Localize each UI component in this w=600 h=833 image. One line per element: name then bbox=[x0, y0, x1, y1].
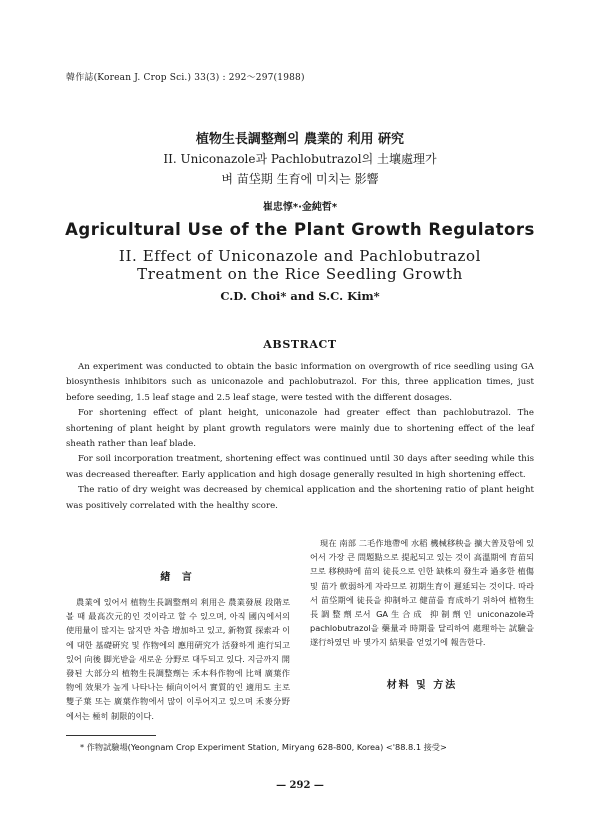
abstract-paragraph: For soil incorporation treatment, shortening effect was continued until 30 days after seeding while this was decreased thereafter. Early application and high dosage generally resulted in high shortening effect. bbox=[66, 454, 534, 480]
right-column-paragraph: 現在 南部 二毛作地帶에 水稻 機械移秧을 擴大普及함에 있어서 가장 큰 問題點으로 提起되고 있는 것이 高溫期에 育苗되므로 移秧時에 苗의 徒長으로 인한 缺株의 發生과 過多한 植傷 및 苗가 軟弱하게 자라므로 初期生育이 遲延되는 것이다. 따라서 苗垈期에 徒長을 抑制하고 健苗를 育成하기 위하여 植物生長調整劑로서 GA生合成 抑制劑인 uniconazole과 pachlobutrazol을 藥量과 時期를 달리하여 處理하는 試驗을 遂行하였던 바 몇가지 結果를 얻었기에 報告한다. bbox=[310, 538, 534, 648]
abstract-body bbox=[66, 360, 534, 514]
introduction-body bbox=[66, 595, 290, 723]
abstract-paragraph: The ratio of dry weight was decreased by chemical application and the shortening ratio of plant height was positively correlated with the healthy score. bbox=[66, 485, 534, 511]
introduction-paragraph: 農業에 있어서 植物生長調整劑의 利用은 農業發展 段階로 볼 때 最高次元的인 것이라고 할 수 있으며, 아직 國內에서의 使用量이 많지는 않지만 차츰 增加하고 있고, 新物質 探索과 이에 대한 基礎硏究 및 作物에의 應用硏究가 活發하게 進行되고 있어 向後 脚光받을 새로운 分野로 대두되고 있다. 지금까지 開發된 大部分의 植物生長調整劑는 禾本科作物에 比해 廣葉作物에 效果가 높게 나타나는 傾向이어서 實質的인 適用도 主로 雙子葉 또는 廣葉作物에서 많이 이루어지고 있으며 禾麥分野에서는 極히 制限的이다. bbox=[66, 597, 290, 721]
english-subtitle-line-2: Treatment on the Rice Seedling Growth bbox=[137, 265, 463, 283]
korean-title-line-3: 벼 苗垈期 生育에 미치는 影響 bbox=[221, 172, 379, 186]
right-column bbox=[310, 536, 534, 691]
journal-citation: 韓作誌(Korean J. Crop Sci.) 33(3) : 292～297(1988) bbox=[66, 73, 305, 83]
introduction-heading: 緖 言 bbox=[160, 572, 196, 583]
english-subtitle-line-1: II. Effect of Uniconazole and Pachlobutrazol bbox=[118, 247, 482, 265]
english-authors: C.D. Choi* and S.C. Kim* bbox=[220, 289, 380, 303]
abstract-heading: ABSTRACT bbox=[263, 338, 337, 351]
abstract-paragraph: For shortening effect of plant height, uniconazole had greater effect than pachlobutrazol. The shortening of plant height by plant growth regulators were mainly due to shortening effect of the leaf sheath rather than leaf blade. bbox=[66, 408, 534, 450]
page-number: — 292 — bbox=[276, 780, 324, 791]
right-column-body bbox=[310, 536, 534, 650]
methods-heading: 材料 및 方法 bbox=[386, 679, 458, 691]
korean-title-line-1: 植物生長調整劑의 農業的 利用 硏究 bbox=[195, 132, 405, 147]
footnote-rule bbox=[66, 735, 156, 736]
korean-authors: 崔忠惇*·金純哲* bbox=[262, 202, 338, 213]
left-column bbox=[66, 568, 290, 723]
korean-title-line-2: II. Uniconazole과 Pachlobutrazol의 土壤處理가 bbox=[163, 152, 437, 166]
abstract-paragraph: An experiment was conducted to obtain the basic information on overgrowth of rice seedling using GA biosynthesis inhibitors such as uniconazole and pachlobutrazol. For this, three application times, just before seeding, 1.5 leaf stage and 2.5 leaf stage, were tested with the different dosages. bbox=[66, 362, 534, 403]
footnote: * 作物試驗場(Yeongnam Crop Experiment Station, Miryang 628-800, Korea) <'88.8.1 接受> bbox=[80, 742, 447, 752]
english-title: Agricultural Use of the Plant Growth Regulators bbox=[65, 220, 535, 239]
